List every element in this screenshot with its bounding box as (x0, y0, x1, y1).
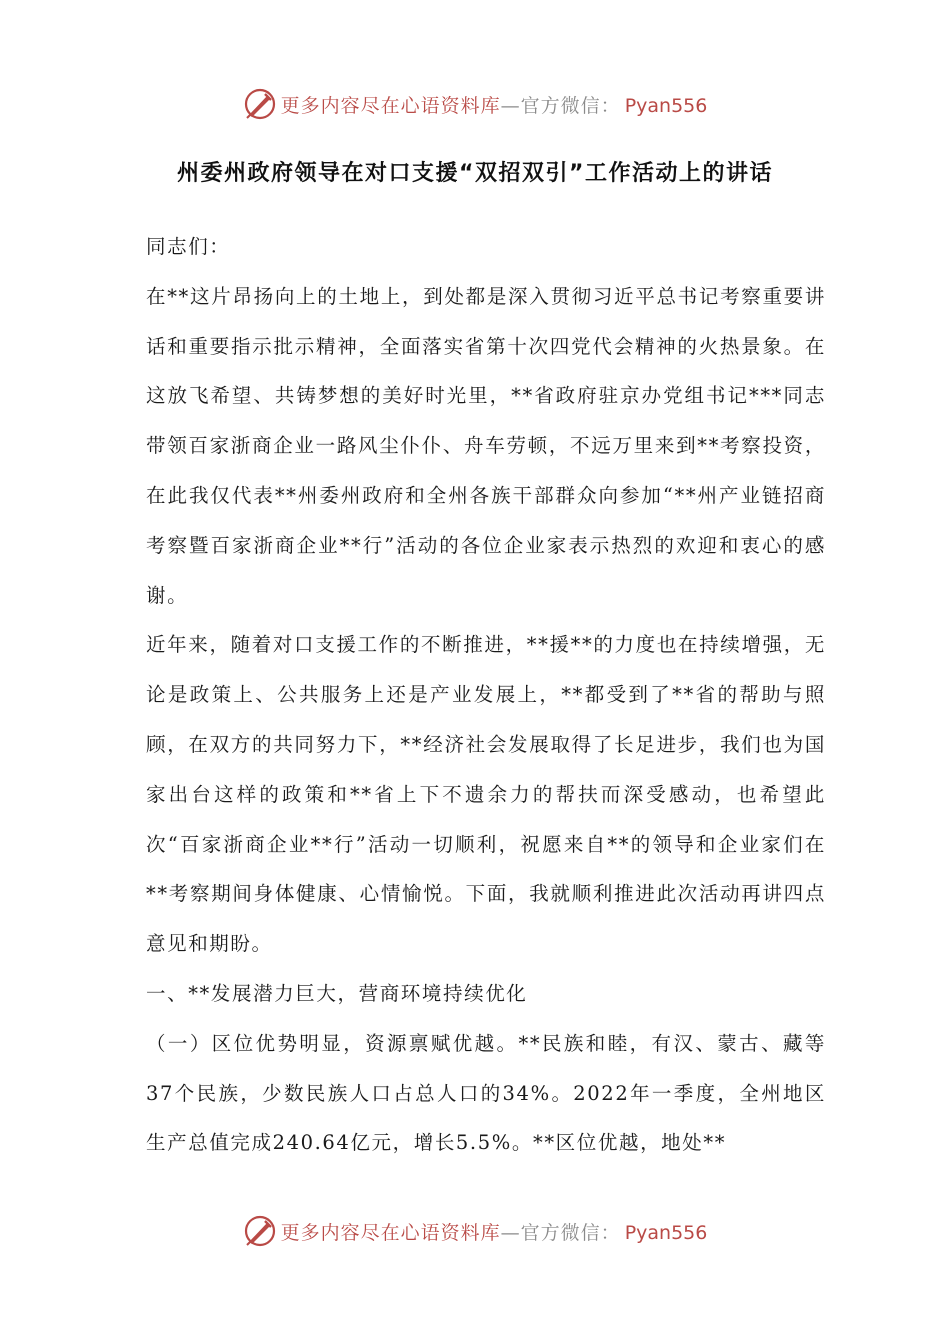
watermark-text (281, 91, 708, 118)
paragraph: 近年来，随着对口支援工作的不断推进，**援**的力度也在持续增强，无论是政策上、公共服务上还是产业发展上，**都受到了**省的帮助与照顾，在双方的共同努力下，**经济社会发展取得了长足进步，我们也为国家出台这样的政策和**省上下不遗余力的帮扶而深受感动，也希望此次“百家浙商企业**行”活动一切顺利，祝愿来自**的领导和企业家们在**考察期间身体健康、心情愉悦。下面，我就顺利推进此次活动再讲四点意见和期盼。 (146, 633, 826, 956)
watermark-official: 官方微信： (520, 94, 621, 117)
section-heading: 一、**发展潜力巨大，营商环境持续优化 (146, 981, 528, 1005)
paragraph: （一）区位优势明显，资源禀赋优越。**民族和睦，有汉、蒙古、藏等37个民族，少数民族人口占总人口的34%。2022年一季度，全州地区生产总值完成240.64亿元，增长5.5%。**区位优越，地处** (146, 1031, 826, 1155)
pen-circle-logo-icon (243, 87, 277, 121)
watermark-official: 官方微信： (520, 1221, 621, 1244)
watermark-site: 更多内容尽在心语资料库 (280, 94, 501, 117)
watermark-dash: — (500, 1221, 521, 1244)
paragraph: 在**这片昂扬向上的土地上，到处都是深入贯彻习近平总书记考察重要讲话和重要指示批示精神，全面落实省第十次四党代会精神的火热景象。在这放飞希望、共铸梦想的美好时光里，**省政府驻京办党组书记***同志带领百家浙商企业一路风尘仆仆、舟车劳顿，不远万里来到**考察投资，在此我仅代表**州委州政府和全州各族干部群众向参加“**州产业链招商考察暨百家浙商企业**行”活动的各位企业家表示热烈的欢迎和衷心的感谢。 (146, 284, 826, 607)
watermark-dash: — (500, 94, 521, 117)
salutation: 同志们： (146, 235, 231, 258)
document-body (146, 222, 826, 1168)
watermark-site: 更多内容尽在心语资料库 (280, 1221, 501, 1244)
header-watermark (0, 84, 950, 124)
footer-watermark (0, 1211, 950, 1251)
pen-circle-logo-icon (243, 1214, 277, 1248)
watermark-wechat-id: Pyan556 (624, 1221, 708, 1244)
watermark-wechat-id: Pyan556 (624, 94, 708, 117)
page-title: 州委州政府领导在对口支援“双招双引”工作活动上的讲话 (177, 161, 773, 186)
watermark-text (281, 1218, 708, 1245)
